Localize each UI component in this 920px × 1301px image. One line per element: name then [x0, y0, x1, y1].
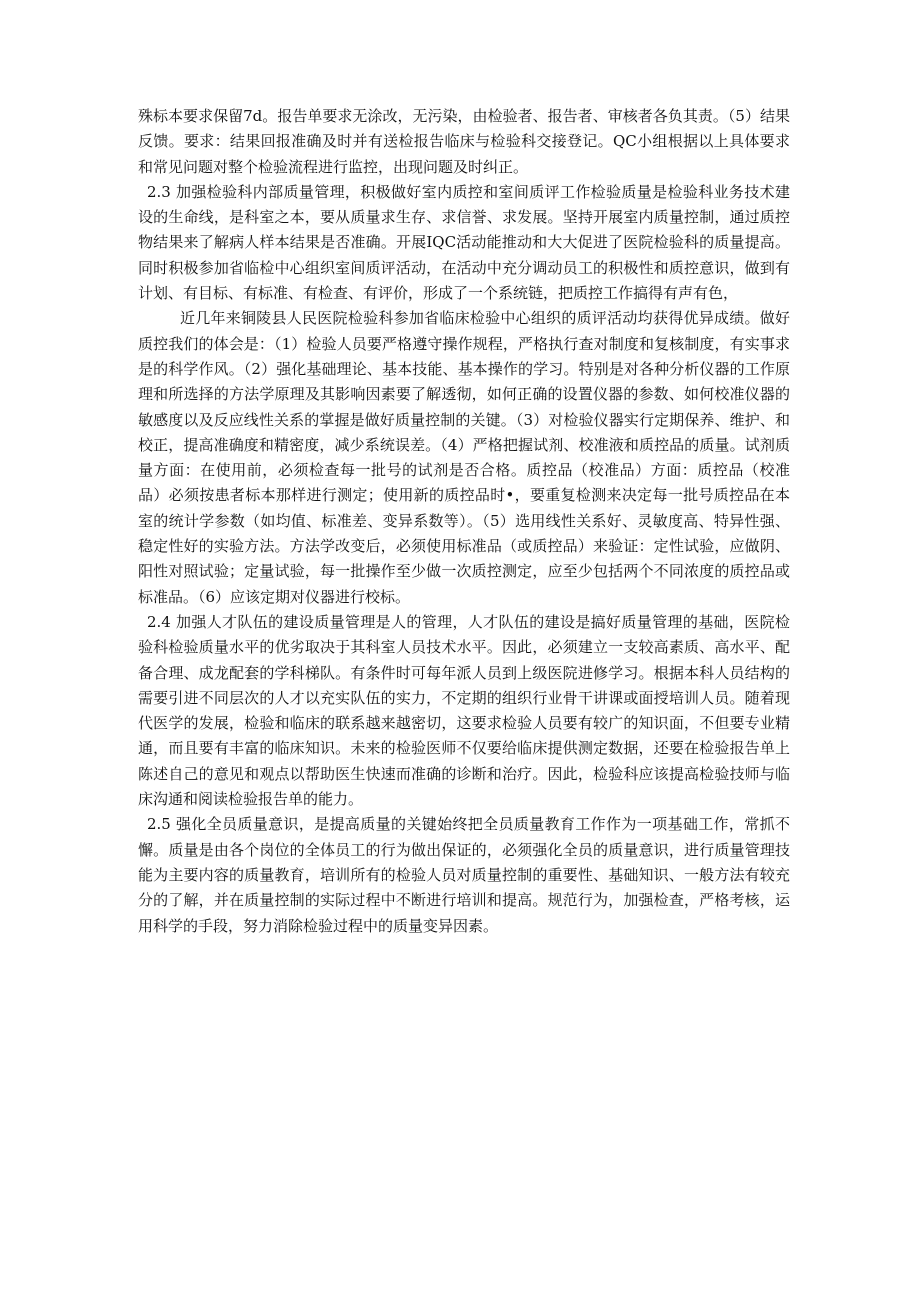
document-page: [138, 104, 790, 939]
paragraph-section-2-5: 2.5 强化全员质量意识，是提高质量的关键始终把全员质量教育工作作为一项基础工作，常抓不懈。质量是由各个岗位的全体员工的行为做出保证的，必须强化全员的质量意识，进行质量管理技能为主要内容的质量教育，培训所有的检验人员对质量控制的重要性、基础知识、一般方法有较充分的了解，并在质量控制的实际过程中不断进行培训和提高。规范行为，加强检查，严格考核，运用科学的手段，努力消除检验过程中的质量变异因素。: [138, 815, 790, 935]
paragraph-result-feedback: 殊标本要求保留7d。报告单要求无涂改，无污染，由检验者、报告者、审核者各负其责。（5）结果反馈。要求：结果回报准确及时并有送检报告临床与检验科交接登记。QC小组根据以上具体要求和常见问题对整个检验流程进行监控，出现问题及时纠正。: [138, 107, 790, 176]
paragraph-qc-experience: 近几年来铜陵县人民医院检验科参加省临床检验中心组织的质评活动均获得优异成绩。做好质控我们的体会是：（1）检验人员要严格遵守操作规程，严格执行查对制度和复核制度，有实事求是的科学作风。（2）强化基础理论、基本技能、基本操作的学习。特别是对各种分析仪器的工作原理和所选择的方法学原理及其影响因素要了解透彻，如何正确的设置仪器的参数、如何校准仪器的敏感度以及反应线性关系的掌握是做好质量控制的关键。（3）对检验仪器实行定期保养、维护、和校正，提高准确度和精密度，减少系统误差。（4）严格把握试剂、校准液和质控品的质量。试剂质量方面：在使用前，必须检查每一批号的试剂是否合格。质控品（校准品）方面：质控品（校准品）必须按患者标本那样进行测定；使用新的质控品时•，要重复检测来决定每一批号质控品在本室的统计学参数（如均值、标准差、变异系数等）。（5）选用线性关系好、灵敏度高、特异性强、稳定性好的实验方法。方法学改变后，必须使用标准品（或质控品）来验证：定性试验，应做阴、阳性对照试验；定量试验，每一批操作至少做一次质控测定，应至少包括两个不同浓度的质控品或标准品。（6）应该定期对仪器进行校标。: [138, 309, 790, 606]
paragraph-section-2-3: 2.3 加强检验科内部质量管理，积极做好室内质控和室间质评工作检验质量是检验科业务技术建设的生命线，是科室之本，要从质量求生存、求信誉、求发展。坚持开展室内质量控制，通过质控物结果来了解病人样本结果是否准确。开展IQC活动能推动和大大促进了医院检验科的质量提高。同时积极参加省临检中心组织室间质评活动，在活动中充分调动员工的积极性和质控意识，做到有计划、有目标、有标准、有检查、有评价，形成了一个系统链，把质控工作搞得有声有色，: [138, 182, 790, 303]
paragraph-section-2-4: 2.4 加强人才队伍的建设质量管理是人的管理，人才队伍的建设是搞好质量管理的基础，医院检验科检验质量水平的优劣取决于其科室人员技术水平。因此，必须建立一支较高素质、高水平、配备合理、成龙配套的学科梯队。有条件时可每年派人员到上级医院进修学习。根据本科人员结构的需要引进不同层次的人才以充实队伍的实力，不定期的组织行业骨干讲课或面授培训人员。随着现代医学的发展，检验和临床的联系越来越密切，这要求检验人员要有较广的知识面，不但要专业精通，而且要有丰富的临床知识。未来的检验医师不仅要给临床提供测定数据，还要在检验报告单上陈述自己的意见和观点以帮助医生快速而准确的诊断和治疗。因此，检验科应该提高检验技师与临床沟通和阅读检验报告单的能力。: [138, 612, 790, 809]
